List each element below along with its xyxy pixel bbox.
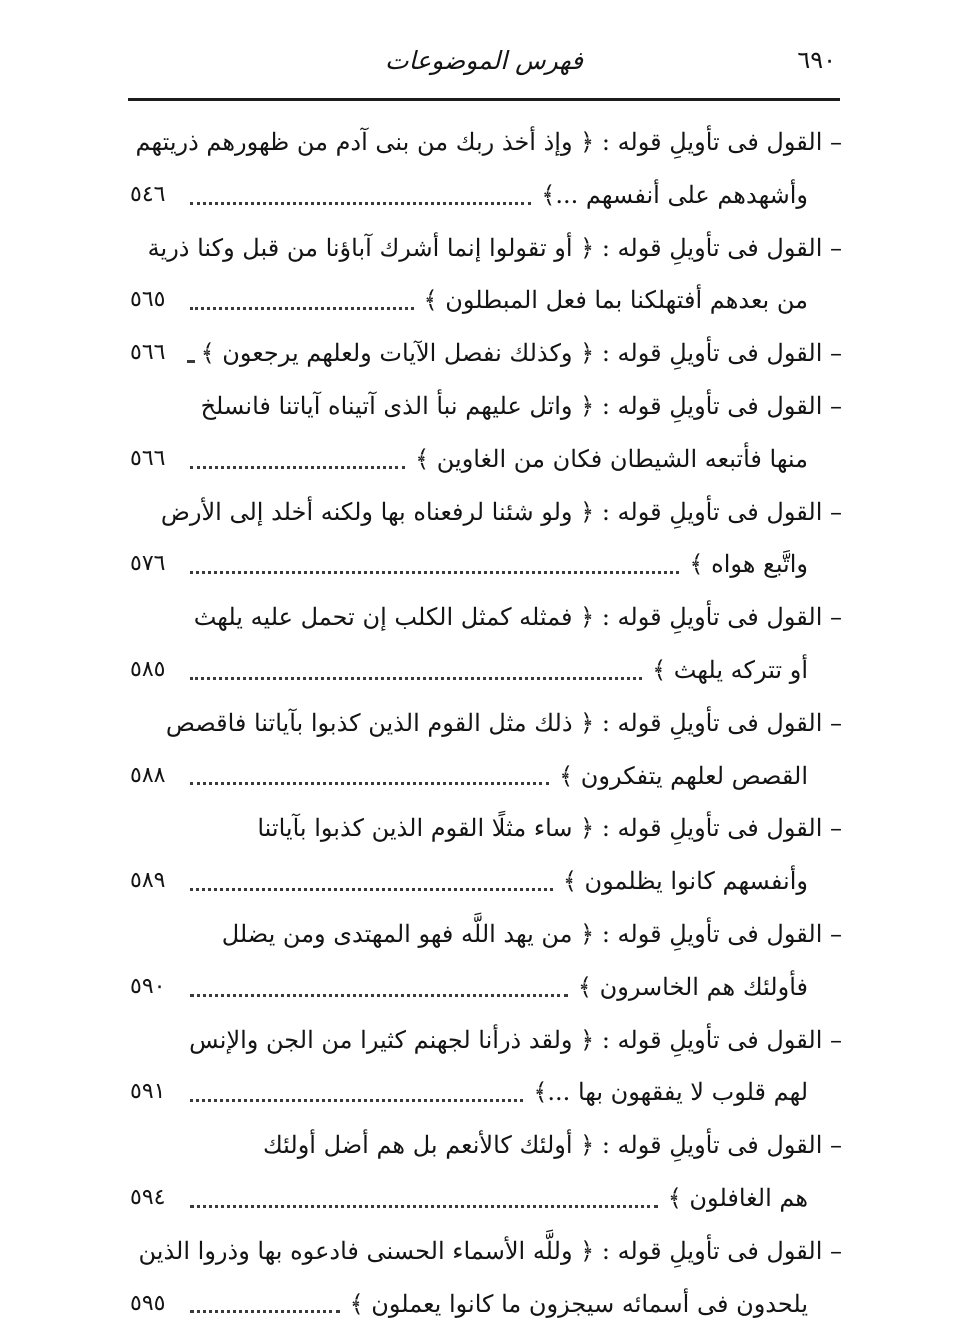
toc-entry-page-number: ٥٦٦ [130,445,166,471]
dot-leader [190,994,568,997]
toc-entry-continuation-line [130,169,842,222]
toc-entry-heading-line: – القول فى تأويلِ قوله : ﴿ ولقد ذرأنا لجهنم كثيرا من الجن والإنس [189,1025,842,1054]
toc-entry-heading-line: – القول فى تأويلِ قوله : ﴿ واتل عليهم نبأ الذى آتيناه آياتنا فانسلخ [200,391,842,420]
toc-entry-heading-line: – القول فى تأويلِ قوله : ﴿ فمثله كمثل الكلب إن تحمل عليه يلهث [193,603,842,632]
toc-entry-text: من بعدهم أفتهلكنا بما فعل المبطلون ﴾ [423,286,808,315]
dot-leader [190,1205,658,1208]
toc-entry-text: واتَّبع هواه ﴾ [689,550,808,579]
toc-entry-page-number: ٥٩٠ [130,973,166,999]
toc-entry [130,327,842,380]
toc-entry-continuation-line [130,274,842,327]
toc-entry [130,591,842,697]
dot-leader [190,571,679,574]
toc-entry-text: القصص لعلهم يتفكرون ﴾ [559,761,808,790]
toc-entry-heading-line: – القول فى تأويلِ قوله : ﴿ وللَّه الأسماء الحسنى فادعوه بها وذروا الذين [138,1236,842,1265]
toc-entry-heading-line: – القول فى تأويلِ قوله : ﴿ من يهد اللَّه فهو المهتدى ومن يضلل [221,919,842,948]
toc-entry-continuation-line [130,961,842,1014]
toc-entry-continuation-line [130,750,842,803]
toc-entry-page-number: ٥٦٦ [130,340,166,366]
dot-leader [190,360,191,363]
toc-entries [130,116,842,1330]
toc-entry-page-number: ٥٧٦ [130,551,166,577]
toc-entry-heading-line: – القول فى تأويلِ قوله : ﴿ ولو شئنا لرفعناه بها ولكنه أخلد إلى الأرض [160,497,842,526]
toc-entry-page-number: ٥٩٤ [130,1184,166,1210]
toc-entry-text: وأنفسهم كانوا يظلمون ﴾ [562,867,808,896]
toc-entry-page-number: ٥٨٨ [130,762,166,788]
toc-entry-continuation-line [130,1278,842,1331]
toc-entry-heading-line: – القول فى تأويلِ قوله : ﴿ أولئك كالأنعم بل هم أضل أولئك [262,1131,842,1160]
toc-entry [130,908,842,1014]
toc-entry-page-number: ٥٨٩ [130,868,166,894]
toc-entry-text: وأشهدهم على أنفسهم ...﴾ [541,180,808,209]
toc-entry [130,1014,842,1120]
toc-entry-page-number: ٥٨٥ [130,656,166,682]
toc-entry-page-number: ٥٦٥ [130,287,166,313]
toc-entry-text: منها فأتبعه الشيطان فكان من الغاوين ﴾ [415,444,808,473]
toc-entry-continuation-line [130,1066,842,1119]
toc-entry-continuation-line [130,1172,842,1225]
page-header [128,42,840,101]
toc-entry [130,697,842,803]
toc-entry-text: هم الغافلون ﴾ [667,1183,808,1212]
toc-entry-page-number: ٥٩٥ [130,1290,166,1316]
toc-entry [130,1225,842,1331]
toc-entry-heading-line: – القول فى تأويلِ قوله : ﴿ أو تقولوا إنما أشرك آباؤنا من قبل وكنا ذرية [147,233,842,262]
dot-leader [190,202,531,205]
running-title: فهرس الموضوعات [385,46,583,75]
toc-entry [130,1119,842,1225]
toc-entry-text: فأولئك هم الخاسرون ﴾ [577,972,808,1001]
dot-leader [190,677,642,680]
toc-entry-page-number: ٥٩١ [130,1079,166,1105]
toc-entry-text: يلحدون فى أسمائه سيجزون ما كانوا يعملون ﴾ [349,1289,808,1318]
page-number: ٦٩٠ [797,46,836,74]
dot-leader [190,307,414,310]
dot-leader [190,1310,340,1313]
toc-entry [130,380,842,486]
toc-entry [130,486,842,592]
toc-entry-text: لهم قلوب لا يفقهون بها ...﴾ [533,1078,808,1107]
toc-entry [130,116,842,222]
toc-entry-text: أو تتركه يلهث ﴾ [652,655,808,684]
toc-entry-heading-line: – القول فى تأويلِ قوله : ﴿ ذلك مثل القوم الذين كذبوا بآياتنا فاقصص [165,708,842,737]
toc-entry [130,802,842,908]
dot-leader [190,782,549,785]
toc-entry [130,222,842,328]
toc-entry-heading-line [130,327,842,380]
toc-entry-text: – القول فى تأويلِ قوله : ﴿ وكذلك نفصل الآيات ولعلهم يرجعون ﴾ [200,339,842,368]
toc-entry-page-number: ٥٤٦ [130,181,166,207]
toc-entry-continuation-line [130,855,842,908]
dot-leader [190,888,553,891]
toc-entry-continuation-line [130,538,842,591]
toc-entry-heading-line: – القول فى تأويلِ قوله : ﴿ وإذ أخذ ربك من بنى آدم من ظهورهم ذريتهم [135,128,842,156]
dot-leader [190,466,405,469]
toc-entry-continuation-line [130,644,842,697]
dot-leader [190,1099,523,1102]
toc-entry-continuation-line [130,433,842,486]
toc-entry-heading-line: – القول فى تأويلِ قوله : ﴿ ساء مثلًا القوم الذين كذبوا بآياتنا [257,814,842,843]
